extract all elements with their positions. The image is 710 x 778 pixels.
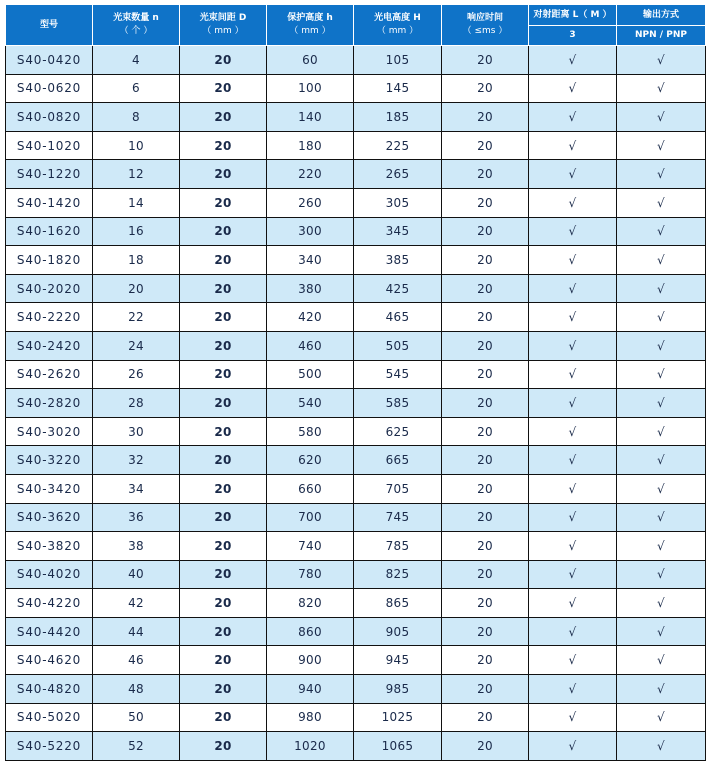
table-row	[6, 617, 706, 646]
table-row	[6, 417, 706, 446]
cell-photo-height: 305	[354, 188, 442, 217]
cell-spacing: 20	[180, 532, 267, 561]
cell-protect-height: 900	[267, 646, 354, 675]
cell-distance-check: √	[529, 46, 617, 75]
cell-output-check: √	[617, 389, 706, 418]
cell-beams: 36	[93, 503, 180, 532]
cell-photo-height: 745	[354, 503, 442, 532]
cell-protect-height: 140	[267, 103, 354, 132]
cell-beams: 32	[93, 446, 180, 475]
cell-protect-height: 300	[267, 217, 354, 246]
table-row	[6, 46, 706, 75]
cell-distance-check: √	[529, 160, 617, 189]
cell-photo-height: 185	[354, 103, 442, 132]
cell-response-time: 20	[442, 389, 529, 418]
cell-protect-height: 1020	[267, 732, 354, 761]
cell-output-check: √	[617, 103, 706, 132]
cell-photo-height: 425	[354, 274, 442, 303]
cell-output-check: √	[617, 732, 706, 761]
cell-output-check: √	[617, 703, 706, 732]
cell-protect-height: 260	[267, 188, 354, 217]
cell-distance-check: √	[529, 503, 617, 532]
cell-photo-height: 1025	[354, 703, 442, 732]
cell-spacing: 20	[180, 274, 267, 303]
table-row	[6, 217, 706, 246]
cell-spacing: 20	[180, 675, 267, 704]
header-distance	[529, 5, 617, 26]
cell-protect-height: 100	[267, 74, 354, 103]
cell-protect-height: 540	[267, 389, 354, 418]
cell-distance-check: √	[529, 246, 617, 275]
cell-model: S40-3420	[6, 474, 93, 503]
cell-model: S40-1220	[6, 160, 93, 189]
cell-beams: 4	[93, 46, 180, 75]
cell-spacing: 20	[180, 217, 267, 246]
cell-output-check: √	[617, 217, 706, 246]
cell-response-time: 20	[442, 103, 529, 132]
cell-spacing: 20	[180, 160, 267, 189]
cell-response-time: 20	[442, 675, 529, 704]
cell-model: S40-2620	[6, 360, 93, 389]
cell-spacing: 20	[180, 389, 267, 418]
cell-output-check: √	[617, 246, 706, 275]
header-response-label: 响应时间	[466, 13, 503, 23]
cell-distance-check: √	[529, 74, 617, 103]
cell-photo-height: 105	[354, 46, 442, 75]
cell-distance-check: √	[529, 589, 617, 618]
cell-model: S40-4620	[6, 646, 93, 675]
cell-output-check: √	[617, 417, 706, 446]
cell-distance-check: √	[529, 732, 617, 761]
cell-output-check: √	[617, 560, 706, 589]
cell-response-time: 20	[442, 360, 529, 389]
cell-photo-height: 345	[354, 217, 442, 246]
cell-response-time: 20	[442, 188, 529, 217]
cell-protect-height: 340	[267, 246, 354, 275]
header-output-value-label: NPN / PNP	[635, 30, 687, 40]
cell-distance-check: √	[529, 560, 617, 589]
cell-beams: 46	[93, 646, 180, 675]
cell-photo-height: 145	[354, 74, 442, 103]
cell-output-check: √	[617, 360, 706, 389]
cell-response-time: 20	[442, 331, 529, 360]
table-row	[6, 446, 706, 475]
cell-spacing: 20	[180, 103, 267, 132]
cell-protect-height: 820	[267, 589, 354, 618]
cell-beams: 28	[93, 389, 180, 418]
cell-output-check: √	[617, 446, 706, 475]
table-row	[6, 703, 706, 732]
cell-beams: 12	[93, 160, 180, 189]
table-row	[6, 74, 706, 103]
cell-response-time: 20	[442, 589, 529, 618]
header-distance-value-label: 3	[569, 30, 576, 40]
cell-spacing: 20	[180, 474, 267, 503]
cell-beams: 22	[93, 303, 180, 332]
cell-beams: 24	[93, 331, 180, 360]
cell-protect-height: 460	[267, 331, 354, 360]
cell-output-check: √	[617, 331, 706, 360]
cell-response-time: 20	[442, 532, 529, 561]
cell-model: S40-0420	[6, 46, 93, 75]
header-response-unit: （ ≤ms ）	[462, 26, 508, 36]
cell-distance-check: √	[529, 532, 617, 561]
table-row	[6, 732, 706, 761]
cell-output-check: √	[617, 160, 706, 189]
table-row	[6, 589, 706, 618]
header-protect	[267, 5, 354, 46]
header-response	[442, 5, 529, 46]
cell-model: S40-2020	[6, 274, 93, 303]
cell-response-time: 20	[442, 246, 529, 275]
cell-model: S40-3620	[6, 503, 93, 532]
cell-model: S40-1420	[6, 188, 93, 217]
header-output-value	[617, 26, 706, 46]
header-height-label: 光电高度 H	[374, 13, 421, 23]
cell-protect-height: 620	[267, 446, 354, 475]
table-row	[6, 474, 706, 503]
cell-distance-check: √	[529, 446, 617, 475]
cell-spacing: 20	[180, 131, 267, 160]
cell-spacing: 20	[180, 732, 267, 761]
cell-distance-check: √	[529, 703, 617, 732]
cell-photo-height: 625	[354, 417, 442, 446]
header-protect-unit: （ mm ）	[289, 26, 331, 36]
cell-distance-check: √	[529, 131, 617, 160]
cell-photo-height: 585	[354, 389, 442, 418]
cell-protect-height: 60	[267, 46, 354, 75]
cell-beams: 18	[93, 246, 180, 275]
cell-photo-height: 785	[354, 532, 442, 561]
cell-protect-height: 700	[267, 503, 354, 532]
cell-model: S40-2820	[6, 389, 93, 418]
cell-spacing: 20	[180, 617, 267, 646]
table-row	[6, 532, 706, 561]
header-spacing-label: 光束间距 D	[199, 13, 247, 23]
header-distance-value	[529, 26, 617, 46]
cell-beams: 30	[93, 417, 180, 446]
cell-response-time: 20	[442, 46, 529, 75]
header-model-label: 型号	[39, 19, 58, 30]
table-row	[6, 646, 706, 675]
spec-table-container	[5, 4, 706, 761]
cell-distance-check: √	[529, 617, 617, 646]
cell-distance-check: √	[529, 303, 617, 332]
cell-protect-height: 860	[267, 617, 354, 646]
cell-protect-height: 180	[267, 131, 354, 160]
cell-beams: 50	[93, 703, 180, 732]
cell-response-time: 20	[442, 732, 529, 761]
cell-photo-height: 545	[354, 360, 442, 389]
cell-beams: 52	[93, 732, 180, 761]
cell-output-check: √	[617, 474, 706, 503]
cell-distance-check: √	[529, 646, 617, 675]
table-row	[6, 160, 706, 189]
cell-spacing: 20	[180, 503, 267, 532]
cell-protect-height: 660	[267, 474, 354, 503]
spec-table	[5, 4, 706, 761]
cell-output-check: √	[617, 274, 706, 303]
cell-model: S40-3220	[6, 446, 93, 475]
cell-output-check: √	[617, 503, 706, 532]
table-row	[6, 331, 706, 360]
table-row	[6, 103, 706, 132]
cell-distance-check: √	[529, 217, 617, 246]
header-spacing-unit: （ mm ）	[202, 26, 244, 36]
cell-distance-check: √	[529, 389, 617, 418]
cell-model: S40-1620	[6, 217, 93, 246]
header-beams-unit: （ 个 ）	[119, 26, 153, 36]
cell-response-time: 20	[442, 131, 529, 160]
cell-protect-height: 580	[267, 417, 354, 446]
table-row	[6, 303, 706, 332]
cell-response-time: 20	[442, 160, 529, 189]
cell-output-check: √	[617, 646, 706, 675]
cell-response-time: 20	[442, 446, 529, 475]
cell-spacing: 20	[180, 74, 267, 103]
header-beams-label: 光束数量 n	[113, 13, 159, 23]
header-protect-label: 保护高度 h	[287, 13, 333, 23]
cell-distance-check: √	[529, 188, 617, 217]
cell-beams: 6	[93, 74, 180, 103]
cell-spacing: 20	[180, 446, 267, 475]
cell-distance-check: √	[529, 274, 617, 303]
cell-protect-height: 940	[267, 675, 354, 704]
cell-model: S40-4820	[6, 675, 93, 704]
cell-output-check: √	[617, 303, 706, 332]
cell-distance-check: √	[529, 474, 617, 503]
cell-model: S40-0820	[6, 103, 93, 132]
header-distance-label: 对射距离 L（ M ）	[533, 9, 612, 20]
cell-beams: 14	[93, 188, 180, 217]
table-row	[6, 131, 706, 160]
cell-spacing: 20	[180, 188, 267, 217]
cell-photo-height: 385	[354, 246, 442, 275]
cell-model: S40-2420	[6, 331, 93, 360]
cell-distance-check: √	[529, 360, 617, 389]
cell-spacing: 20	[180, 589, 267, 618]
table-row	[6, 503, 706, 532]
cell-model: S40-4020	[6, 560, 93, 589]
cell-distance-check: √	[529, 331, 617, 360]
cell-beams: 20	[93, 274, 180, 303]
cell-response-time: 20	[442, 474, 529, 503]
header-model	[6, 5, 93, 46]
cell-output-check: √	[617, 589, 706, 618]
cell-photo-height: 1065	[354, 732, 442, 761]
cell-distance-check: √	[529, 103, 617, 132]
cell-output-check: √	[617, 675, 706, 704]
cell-model: S40-3820	[6, 532, 93, 561]
cell-response-time: 20	[442, 503, 529, 532]
cell-photo-height: 865	[354, 589, 442, 618]
cell-model: S40-4220	[6, 589, 93, 618]
header-spacing	[180, 5, 267, 46]
cell-protect-height: 420	[267, 303, 354, 332]
cell-beams: 16	[93, 217, 180, 246]
table-row	[6, 675, 706, 704]
table-row	[6, 274, 706, 303]
cell-beams: 48	[93, 675, 180, 704]
table-row	[6, 246, 706, 275]
cell-model: S40-5020	[6, 703, 93, 732]
cell-beams: 26	[93, 360, 180, 389]
table-row	[6, 188, 706, 217]
cell-spacing: 20	[180, 303, 267, 332]
cell-photo-height: 465	[354, 303, 442, 332]
cell-beams: 8	[93, 103, 180, 132]
cell-protect-height: 500	[267, 360, 354, 389]
cell-distance-check: √	[529, 417, 617, 446]
cell-spacing: 20	[180, 360, 267, 389]
cell-response-time: 20	[442, 560, 529, 589]
cell-output-check: √	[617, 617, 706, 646]
cell-spacing: 20	[180, 46, 267, 75]
table-row	[6, 389, 706, 418]
cell-spacing: 20	[180, 646, 267, 675]
cell-response-time: 20	[442, 217, 529, 246]
cell-photo-height: 985	[354, 675, 442, 704]
header-height-unit: （ mm ）	[376, 26, 419, 36]
cell-spacing: 20	[180, 246, 267, 275]
cell-output-check: √	[617, 532, 706, 561]
cell-photo-height: 825	[354, 560, 442, 589]
cell-spacing: 20	[180, 560, 267, 589]
cell-model: S40-1820	[6, 246, 93, 275]
cell-protect-height: 220	[267, 160, 354, 189]
cell-protect-height: 780	[267, 560, 354, 589]
header-beams	[93, 5, 180, 46]
cell-spacing: 20	[180, 703, 267, 732]
cell-photo-height: 945	[354, 646, 442, 675]
cell-response-time: 20	[442, 303, 529, 332]
header-height	[354, 5, 442, 46]
cell-response-time: 20	[442, 646, 529, 675]
cell-beams: 40	[93, 560, 180, 589]
cell-protect-height: 980	[267, 703, 354, 732]
cell-response-time: 20	[442, 417, 529, 446]
cell-spacing: 20	[180, 417, 267, 446]
cell-model: S40-5220	[6, 732, 93, 761]
cell-response-time: 20	[442, 274, 529, 303]
cell-beams: 10	[93, 131, 180, 160]
header-output	[617, 5, 706, 26]
header-output-label: 输出方式	[642, 9, 679, 20]
cell-beams: 42	[93, 589, 180, 618]
cell-output-check: √	[617, 188, 706, 217]
cell-output-check: √	[617, 131, 706, 160]
cell-beams: 34	[93, 474, 180, 503]
cell-photo-height: 705	[354, 474, 442, 503]
cell-photo-height: 265	[354, 160, 442, 189]
cell-response-time: 20	[442, 74, 529, 103]
cell-photo-height: 505	[354, 331, 442, 360]
spec-table-body	[6, 46, 706, 761]
cell-photo-height: 665	[354, 446, 442, 475]
cell-output-check: √	[617, 46, 706, 75]
cell-response-time: 20	[442, 703, 529, 732]
cell-photo-height: 225	[354, 131, 442, 160]
cell-model: S40-1020	[6, 131, 93, 160]
cell-photo-height: 905	[354, 617, 442, 646]
cell-protect-height: 740	[267, 532, 354, 561]
table-row	[6, 560, 706, 589]
cell-protect-height: 380	[267, 274, 354, 303]
cell-distance-check: √	[529, 675, 617, 704]
cell-output-check: √	[617, 74, 706, 103]
cell-beams: 38	[93, 532, 180, 561]
cell-response-time: 20	[442, 617, 529, 646]
cell-model: S40-0620	[6, 74, 93, 103]
table-row	[6, 360, 706, 389]
cell-spacing: 20	[180, 331, 267, 360]
cell-model: S40-2220	[6, 303, 93, 332]
cell-model: S40-3020	[6, 417, 93, 446]
cell-model: S40-4420	[6, 617, 93, 646]
cell-beams: 44	[93, 617, 180, 646]
